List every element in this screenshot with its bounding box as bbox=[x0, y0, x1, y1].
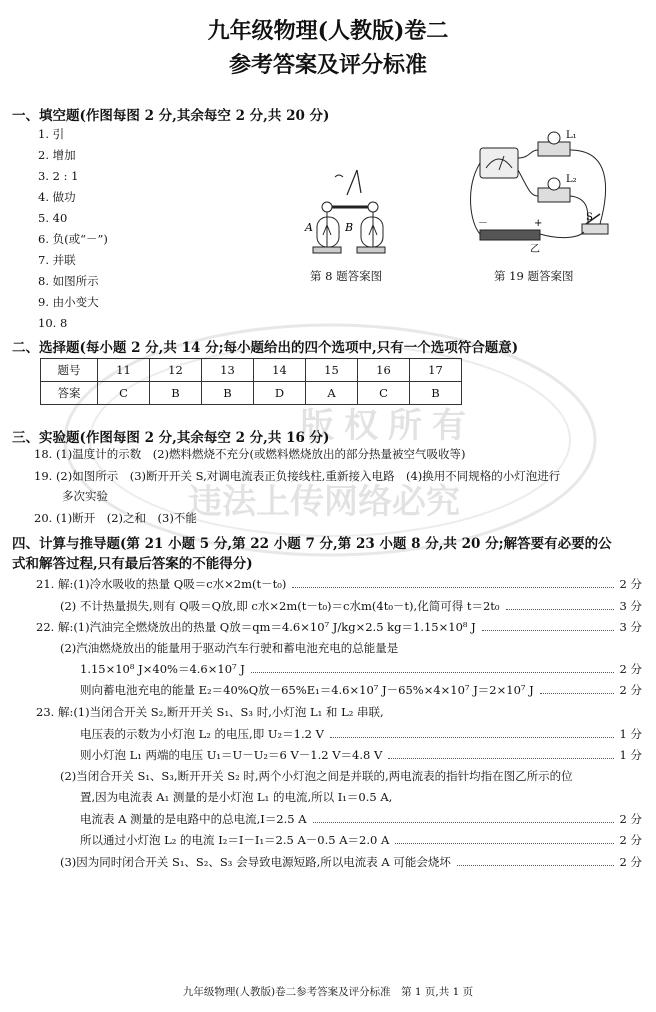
answer-3: 3. 2 : 1 bbox=[38, 169, 79, 183]
watermark-line-1: 版权所有 bbox=[300, 406, 476, 446]
score: 2 分 bbox=[619, 662, 642, 676]
dotted-leader bbox=[313, 822, 614, 823]
answer-1: 1. 引 bbox=[38, 127, 65, 141]
table-cell: 14 bbox=[254, 359, 306, 382]
section-1-heading: 一、填空题(作图每图 2 分,其余每空 2 分,共 20 分) bbox=[12, 108, 330, 124]
figure-8-electroscopes bbox=[305, 165, 415, 260]
table-row bbox=[41, 382, 462, 405]
solution-23-8: (3)因为同时闭合开关 S₁、S₂、S₃ 会导致电源短路,所以电流表 A 可能会烧坏 bbox=[60, 855, 451, 869]
fig8-label-a: A bbox=[305, 221, 313, 234]
solution-22-3: 1.15×10⁸ J×40%＝4.6×10⁷ J bbox=[80, 662, 245, 676]
dotted-leader bbox=[395, 843, 614, 844]
answer-20: 20. (1)断开 (2)之和 (3)不能 bbox=[34, 511, 197, 525]
section-4-heading-cont: 式和解答过程,只有最后答案的不能得分) bbox=[12, 556, 253, 572]
section-4-heading: 四、计算与推导题(第 21 小题 5 分,第 22 小题 7 分,第 23 小题 8 分,共 20 分;解答要有必要的公 bbox=[12, 536, 612, 552]
score: 2 分 bbox=[619, 577, 642, 591]
figure-19-circuit bbox=[460, 128, 620, 253]
choice-answer-table bbox=[40, 358, 462, 405]
answer-7: 7. 并联 bbox=[38, 253, 76, 267]
figure-8-caption: 第 8 题答案图 bbox=[310, 269, 383, 283]
score: 3 分 bbox=[619, 599, 642, 613]
score: 3 分 bbox=[619, 620, 642, 634]
table-cell: B bbox=[410, 382, 462, 405]
score: 1 分 bbox=[619, 748, 642, 762]
dotted-leader bbox=[292, 587, 614, 588]
solution-23-2: 电压表的示数为小灯泡 L₂ 的电压,即 U₂＝1.2 V bbox=[80, 727, 324, 741]
fig19-label-l2: L₂ bbox=[566, 174, 577, 185]
table-cell: B bbox=[150, 382, 202, 405]
section-2-heading: 二、选择题(每小题 2 分,共 14 分;每小题给出的四个选项中,只有一个选项符合题意) bbox=[12, 340, 519, 356]
solution-22-4: 则向蓄电池充电的能量 E₂＝40%Q放－65%E₁＝4.6×10⁷ J－65%×4×10⁷ J＝2×10⁷ J bbox=[80, 683, 534, 697]
fig19-label-plus: + bbox=[534, 218, 543, 229]
dotted-leader bbox=[506, 609, 614, 610]
solution-23-6: 电流表 A 测量的是电路中的总电流,I＝2.5 A bbox=[80, 812, 307, 826]
solution-23-5: 置,因为电流表 A₁ 测量的是小灯泡 L₁ 的电流,所以 I₁＝0.5 A, bbox=[80, 790, 393, 804]
answer-19-cont: 多次实验 bbox=[62, 489, 108, 503]
table-row bbox=[41, 359, 462, 382]
dotted-leader bbox=[482, 630, 614, 631]
solution-23-7: 所以通过小灯泡 L₂ 的电流 I₂＝I－I₁＝2.5 A－0.5 A＝2.0 A bbox=[80, 833, 390, 847]
table-cell: 11 bbox=[98, 359, 150, 382]
dotted-leader bbox=[540, 693, 614, 694]
table-cell: 17 bbox=[410, 359, 462, 382]
answer-4: 4. 做功 bbox=[38, 190, 76, 204]
dotted-leader bbox=[457, 865, 614, 866]
watermark-line-2: 违法上传网络必究 bbox=[188, 482, 460, 522]
fig19-label-s: S bbox=[586, 212, 593, 223]
score: 2 分 bbox=[619, 812, 642, 826]
solution-22-1: 22. 解:(1)汽油完全燃烧放出的热量 Q放＝qm＝4.6×10⁷ J/kg×2.5 kg＝1.15×10⁸ J bbox=[36, 620, 476, 634]
fig19-label-yi: 乙 bbox=[530, 244, 540, 255]
score: 2 分 bbox=[619, 833, 642, 847]
table-cell: C bbox=[358, 382, 410, 405]
table-cell: 12 bbox=[150, 359, 202, 382]
answer-18: 18. (1)温度计的示数 (2)燃料燃烧不充分(或燃料燃烧放出的部分热量被空气吸收等) bbox=[34, 447, 466, 461]
answer-9: 9. 由小变大 bbox=[38, 295, 99, 309]
solution-23-3: 则小灯泡 L₁ 两端的电压 U₁＝U－U₂＝6 V－1.2 V＝4.8 V bbox=[80, 748, 383, 762]
score: 1 分 bbox=[619, 727, 642, 741]
solution-21-1: 21. 解:(1)冷水吸收的热量 Q吸＝c水×2m(t－t₀) bbox=[36, 577, 287, 591]
answer-19: 19. (2)如图所示 (3)断开开关 S,对调电流表正负接线柱,重新接入电路 (4)换用不同规格的小灯泡进行 bbox=[34, 469, 561, 483]
table-cell: 题号 bbox=[41, 359, 98, 382]
table-cell: 13 bbox=[202, 359, 254, 382]
answer-5: 5. 40 bbox=[38, 211, 68, 225]
dotted-leader bbox=[251, 672, 614, 673]
table-cell: B bbox=[202, 382, 254, 405]
section-3-heading: 三、实验题(作图每图 2 分,其余每空 2 分,共 16 分) bbox=[12, 430, 330, 446]
answer-10: 10. 8 bbox=[38, 316, 68, 330]
solution-23-1: 23. 解:(1)当闭合开关 S₂,断开开关 S₁、S₃ 时,小灯泡 L₁ 和 L₂ 串联, bbox=[36, 705, 384, 719]
answer-2: 2. 增加 bbox=[38, 148, 76, 162]
answer-6: 6. 负(或“－”) bbox=[38, 232, 108, 246]
page-footer: 九年级物理(人教版)卷二参考答案及评分标准 第 1 页,共 1 页 bbox=[182, 986, 474, 998]
score: 2 分 bbox=[619, 683, 642, 697]
score: 2 分 bbox=[619, 855, 642, 869]
figure-19-caption: 第 19 题答案图 bbox=[494, 269, 574, 283]
table-cell: A bbox=[306, 382, 358, 405]
solution-21-2: (2) 不计热量损失,则有 Q吸＝Q放,即 c水×2m(t－t₀)＝c水m(4t₀－t),化简可得 t＝2t₀ bbox=[60, 599, 500, 613]
table-cell: 答案 bbox=[41, 382, 98, 405]
dotted-leader bbox=[330, 737, 614, 738]
table-cell: D bbox=[254, 382, 306, 405]
dotted-leader bbox=[388, 758, 614, 759]
page-subtitle: 参考答案及评分标准 bbox=[228, 52, 427, 78]
table-cell: C bbox=[98, 382, 150, 405]
fig19-label-minus: － bbox=[478, 218, 488, 229]
answer-8: 8. 如图所示 bbox=[38, 274, 99, 288]
fig8-label-b: B bbox=[345, 221, 354, 234]
page-title: 九年级物理(人教版)卷二 bbox=[207, 18, 449, 44]
table-cell: 15 bbox=[306, 359, 358, 382]
table-cell: 16 bbox=[358, 359, 410, 382]
solution-23-4: (2)当闭合开关 S₁、S₃,断开开关 S₂ 时,两个小灯泡之间是并联的,两电流表的指针均指在图乙所示的位 bbox=[60, 769, 573, 783]
solution-22-2: (2)汽油燃烧放出的能量用于驱动汽车行驶和蓄电池充电的总能量是 bbox=[60, 641, 399, 655]
fig19-label-l1: L₁ bbox=[566, 130, 577, 141]
